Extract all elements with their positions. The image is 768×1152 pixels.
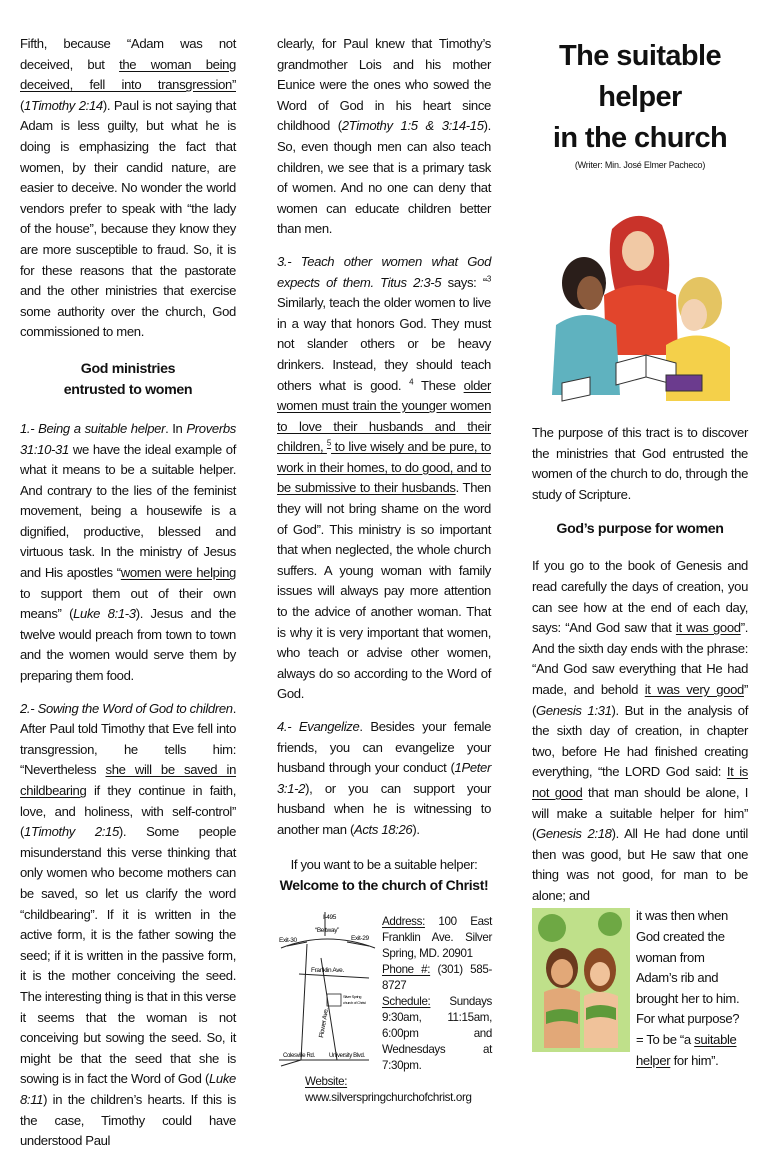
adam-eve-illustration <box>532 908 630 1052</box>
church-address-block: Address: 100 East Franklin Ave. Silver Spring, MD. 20901 Phone #: (301) 585-8727 Schedule: Sundays 9:30am, 11:15am, 6:00pm and Wednesdays at 7:30pm. <box>382 914 492 1072</box>
adam-eve-section <box>532 906 748 1068</box>
map-label-university: University Blvd. <box>329 1052 365 1059</box>
paragraph-genesis: If you go to the book of Genesis and read carefully the days of creation, you can see how at the end of each day, says: “And God saw that it was good”. And the sixth day ends with the phrase: “And God saw everything that He had made, and behold it was very good” (Genesis 1:31). But in the analysis of the sixth day of creation, in chapter two, before He had finished creating everything, “the LORD God said: It is not good that man should be alone, I will make a suitable helper for him” (Genesis 2:18). All He had done until then was good, but He saw that one thing was not good, for man to be alone; and <box>532 558 748 903</box>
paragraph-suitable-helper: 1.- Being a suitable helper. In Proverbs 31:10-31 we have the ideal example of what it means to be a suitable helper. And contrary to the lies of the feminist movement, being a housewife is a dignified, productive, blessed and virtuous task. In the ministry of Jesus and His apostles “women were helping to support them out of their own means” (Luke 8:1-3). Jesus and the twelve would preach from town to town and the women would serve them by preparing them food. <box>20 420 236 684</box>
section-heading-purpose: God’s purpose for women <box>556 521 724 538</box>
column-right <box>532 36 748 1068</box>
column-middle <box>277 34 492 1104</box>
paragraph-evangelize: 4.- Evangelize. Besides your female friends, you can evangelize your husband through your conduct (1Peter 3:1-2), or you can support your husband when he is witnessing to another man (Acts 18:26). <box>277 719 491 837</box>
church-location <box>277 910 492 1104</box>
page-title: The suitable helper in the church <box>552 40 728 154</box>
map-label-franklin: Franklin Ave. <box>311 966 344 974</box>
map-label-i495: I-495 <box>323 913 337 921</box>
women-studying-illustration <box>546 205 734 405</box>
church-website: Website: www.silverspringchurchofchrist.org <box>305 1074 472 1104</box>
map-label-beltway: “Beltway” <box>315 926 339 934</box>
column-left <box>20 34 236 1152</box>
invite-line: If you want to be a suitable helper: <box>290 856 478 872</box>
map-label-flower: Flower Ave. <box>318 1007 331 1039</box>
paragraph-timothy-childhood: clearly, for Paul knew that Timothy’s grandmother Lois and his mother Eunice were the ones who sowed the Word of God in his heart since childhood (2Timothy 1:5 & 3:14-15). So, even though men can also teach children, we see that is a primary task of women. And no one can deny that women can educate children better than men. <box>277 36 491 237</box>
map-label-exit29: Exit-29 <box>351 934 369 942</box>
paragraph-woman-created: it was then when God created the woman from Adam’s rib and brought her to him. For what purpose? = To be “a suitable helper for him”. <box>636 908 740 1068</box>
location-map <box>277 910 381 1070</box>
welcome-line: Welcome to the church of Christ! <box>279 877 489 894</box>
map-label-church-1: Silver Spring <box>343 993 362 999</box>
paragraph-teach-women: 3.- Teach other women what God expects of them. Titus 2:3-5 says: “$^3$ Similarly, teach the older women to live in a way that honors God. They must not slander others or be heavy drinkers. Instead, they should teach others what is good. $^4$ These older women must train the younger women to love their husbands and their children, $^5$ to live wisely and be pure, to work in their homes, to do good, and to be submissive to their husbands. Then they will not bring shame on the word of God”. This ministry is so important that when neglected, the whole church suffers. A young woman with family issues will always pay more attention to the advice of another woman. That is why it is very important that women, who teach or advise other women, always do so according to the Word of God. <box>277 253 491 702</box>
paragraph-sowing-word: 2.- Sowing the Word of God to children. After Paul told Timothy that Eve fell into transgression, he tells him: “Nevertheless she will be saved in childbearing if they continue in faith, love, and holiness, with self-control” (1Timothy 2:15). Some people misunderstand this verse thinking that only women who become mothers can be saved, so let us clarify the word “childbearing”. If it is written in the active form, it is the father sowing the seed; if it is written in the passive form, it is the mother conceiving the seed. The interesting thing is that in this verse it seems that the woman is not conceiving but sowing the seed. So, it might be that the seed that she is sowing is in fact the Word of God (Luke 8:11) in the children’s hearts. If this is the case, Timothy could have understood Paul <box>20 700 237 1149</box>
map-label-church-2: church of Christ <box>343 999 366 1005</box>
intro-paragraph: The purpose of this tract is to discover the ministries that God entrusted the women of the church to do, through the study of Scripture. <box>532 425 748 502</box>
section-heading-ministries: God ministries entrusted to women <box>63 360 193 398</box>
paragraph-adam-not-deceived: Fifth, because “Adam was not deceived, but the woman being deceived, fell into transgression” (1Timothy 2:14). Paul is not saying that Adam is less guilty, but what he is doing is emphasizing the fact that women, by their candid nature, are easier to deceive. No wonder the world vendors prefer to speak with “the lady of the house”, because they know they are more susceptible to fraud. So, it is for these reasons that the pastorate and the other ministries that exercise some authority over the church, God commissioned to men. <box>20 36 236 340</box>
map-label-exit30: Exit-30 <box>279 936 297 944</box>
writer-credit: (Writer: Min. José Elmer Pacheco) <box>574 160 706 170</box>
map-label-colesville: Colesville Rd. <box>283 1052 315 1059</box>
